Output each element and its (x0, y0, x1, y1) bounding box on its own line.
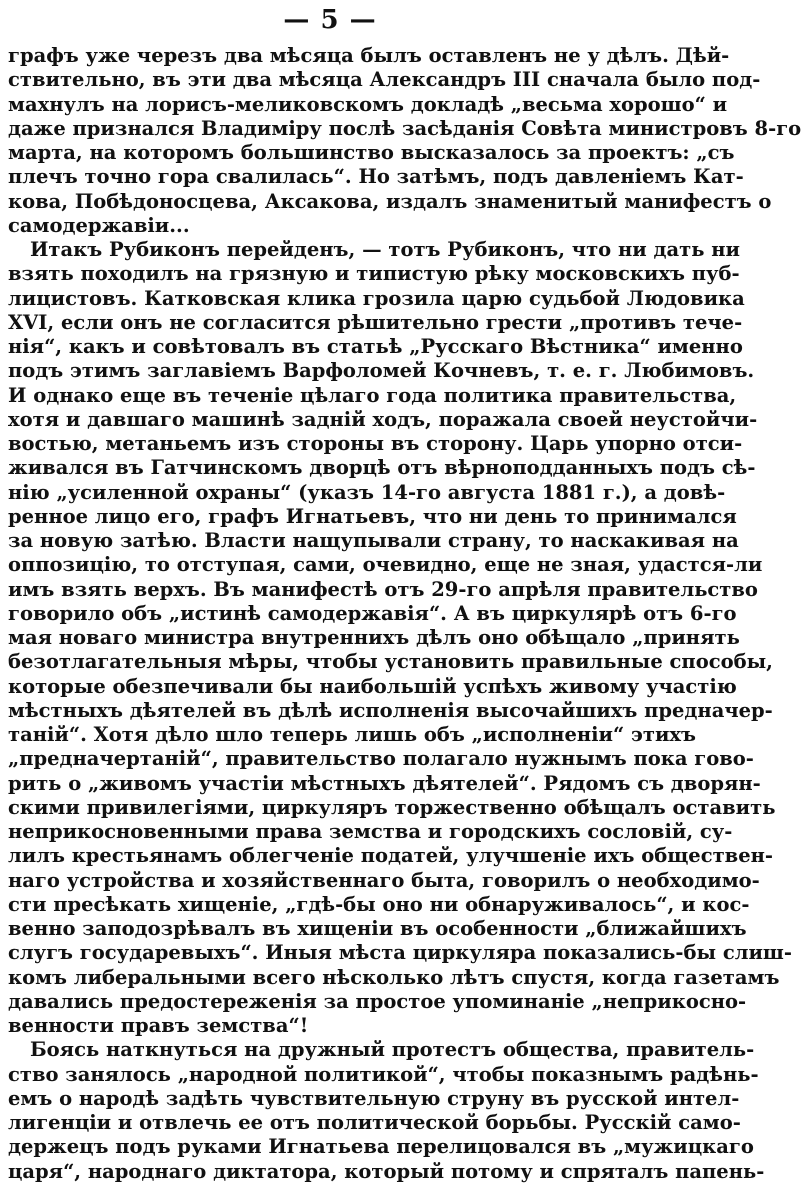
text-line: самодержавіи... (8, 213, 190, 237)
text-line: скими привилегіями, циркуляръ торжественно обѣщалъ оставить (8, 795, 776, 819)
text-line: комъ либеральными всего нѣсколько лѣтъ спустя, когда газетамъ (8, 965, 780, 989)
text-line: наго устройства и хозяйственнаго быта, говорилъ о необходимо- (8, 868, 760, 892)
text-line: лигенціи и отвлечь ее отъ политической борьбы. Русскій само- (8, 1111, 741, 1134)
text-line: слугъ государевыхъ“. Иныя мѣста циркуляра показались-бы слиш- (8, 941, 792, 965)
paragraph (8, 44, 801, 238)
text-line: за новую затѣю. Власти нащупывали страну, то наскакивая на (8, 529, 739, 552)
text-line: ство занялось „народной политикой“, чтобы показнымъ радѣнь- (8, 1062, 759, 1086)
text-line: кова, Побѣдоносцева, Аксакова, издалъ знаменитый манифестъ о (8, 189, 772, 213)
text-line: XVI, если онъ не согласится рѣшительно грести „противъ тече- (8, 310, 743, 334)
text-line: даже признался Владиміру послѣ засѣданія Совѣта министровъ 8-го (8, 116, 801, 140)
text-line: востью, метаньемъ изъ стороны въ сторону. Царь упорно отси- (8, 432, 743, 455)
page-number: — 5 — (283, 5, 377, 35)
text-line: которые обезпечивали бы наибольшій успѣхъ живому участію (8, 674, 737, 698)
text-line: хотя и давшаго машинѣ заднiй ходъ, поражала своей неустойчи- (8, 407, 758, 431)
text-line: царя“, народнаго диктатора, который потому и спряталъ папень- (8, 1159, 765, 1183)
text-line: давались предостереженія за простое упоминаніе „неприкосно- (8, 989, 747, 1013)
text-line: нія“, какъ и совѣтовалъ въ статьѣ „Русскаго Вѣстника“ именно (8, 335, 743, 358)
text-line: Итакъ Рубиконъ перейденъ, — тотъ Рубиконъ, что ни дать ни (30, 238, 740, 261)
text-line: говорило объ „истинѣ самодержавія“. А въ циркулярѣ отъ 6-го (8, 601, 737, 625)
body-text (8, 44, 801, 1184)
text-line: ренное лицо его, графъ Игнатьевъ, что ни день то принимался (8, 504, 737, 528)
text-line: нію „усиленной охраны“ (указъ 14-го августа 1881 г.), а довѣ- (8, 480, 726, 504)
text-line: ствительно, въ эти два мѣсяца Александръ III сначала было под- (8, 68, 761, 92)
text-line: лицистовъ. Катковская клика грозила царю судьбой Людовика (8, 286, 745, 310)
text-line: таній“. Хотя дѣло шло теперь лишь объ „исполненіи“ этихъ (8, 723, 697, 746)
text-line: сти пресѣкать хищенiе, „гдѣ-бы оно ни обнаруживалось“, и кос- (8, 892, 750, 916)
text-line: оппозицію, то отступая, сами, очевидно, еще не зная, удастся-ли (8, 553, 763, 577)
paragraph (8, 238, 792, 1038)
text-line: венности правъ земства“! (8, 1014, 309, 1037)
text-line: живался въ Гатчинскомъ дворцѣ отъ вѣрноподданныхъ подъ сѣ- (8, 456, 756, 480)
text-line: взять походилъ на грязную и типистую рѣку московскихъ пуб- (8, 262, 740, 286)
text-line: графъ уже черезъ два мѣсяца былъ оставленъ не у дѣлъ. Дѣй- (8, 44, 730, 67)
text-line: безотлагательныя мѣры, чтобы установить правильные способы, (8, 650, 773, 674)
text-line: рить о „живомъ участіи мѣстныхъ дѣятелей“. Рядомъ съ дворян- (8, 771, 761, 795)
text-line: плечъ точно гора свалилась“. Но затѣмъ, подъ давленіемъ Кат- (8, 165, 744, 189)
text-line: „предначертаній“, правительство полагало нужнымъ пока гово- (8, 747, 754, 771)
text-line: И однако еще въ теченіе цѣлаго года политика правительства, (8, 383, 737, 407)
text-line: лилъ крестьянамъ облегченіе податей, улучшеніе ихъ обществен- (8, 844, 773, 868)
paragraph (8, 1038, 765, 1184)
text-line: венно заподозрѣвалъ въ хищеніи въ особенности „ближайшихъ (8, 917, 747, 940)
text-line: мая новаго министра внутреннихъ дѣлъ оно обѣщало „принять (8, 626, 740, 649)
text-line: держецъ подъ руками Игнатьева перелицовался въ „мужицкаго (8, 1135, 754, 1159)
text-line: имъ взять верхъ. Въ манифестѣ отъ 29-го апрѣля правительство (8, 577, 758, 601)
text-line: неприкосновенными права земства и городскихъ сословій, су- (8, 820, 733, 843)
text-line: Боясь наткнуться на дружный протестъ общества, правитель- (30, 1038, 755, 1062)
text-line: махнулъ на лорисъ-меликовскомъ докладѣ „весьма хорошо“ и (8, 92, 728, 116)
text-line: мѣстныхъ дѣятелей въ дѣлѣ исполненія высочайшихъ предначер- (8, 698, 773, 722)
text-line: емъ о народѣ задѣть чувствительную струну въ русской интел- (8, 1086, 740, 1110)
text-line: подъ этимъ заглавіемъ Варфоломей Кочневъ, т. е. г. Любимовъ. (8, 359, 755, 383)
text-line: марта, на которомъ большинство высказалось за проектъ: „съ (8, 141, 735, 164)
